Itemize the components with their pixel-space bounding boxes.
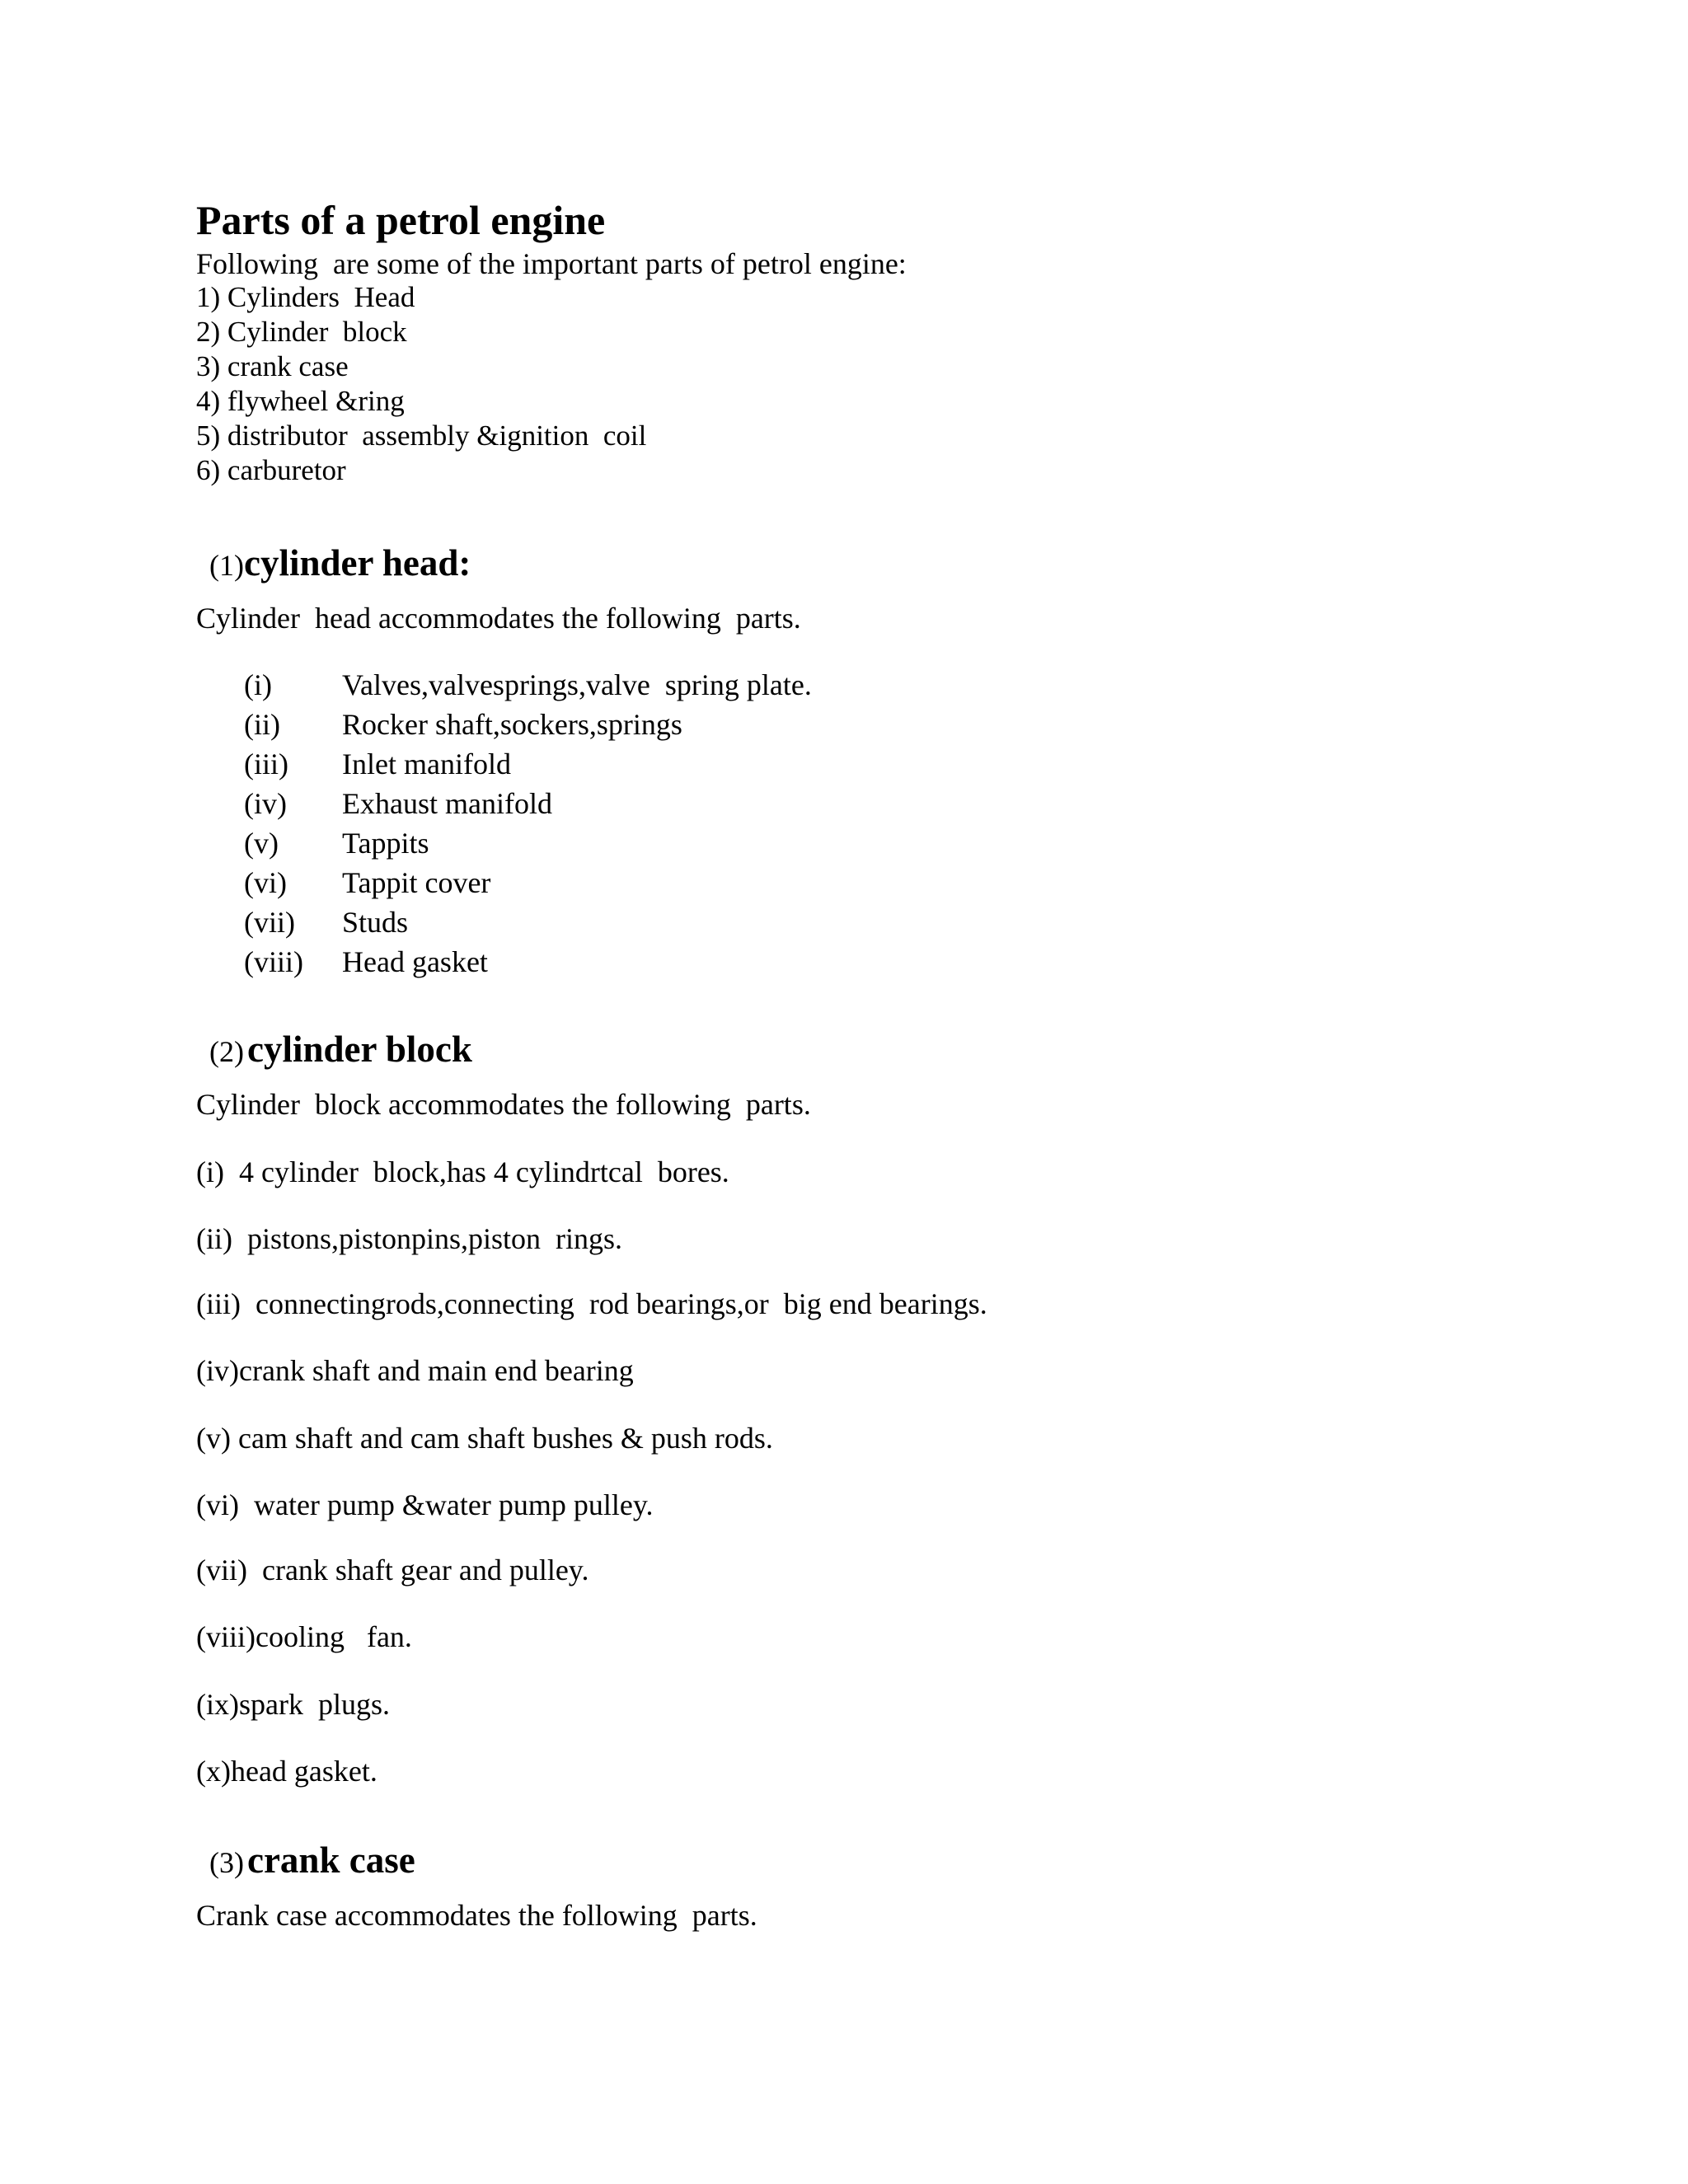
section-heading	[196, 532, 471, 595]
section-intro: Cylinder block accommodates the following parts.	[196, 1088, 811, 1121]
list-item: (vii) crank shaft gear and pulley.	[196, 1554, 589, 1586]
list-item-text: Studs	[342, 906, 409, 939]
parts-list-item: 6) carburetor	[196, 454, 346, 486]
list-item-label: (viii)	[244, 945, 303, 978]
list-item: (iv)crank shaft and main end bearing	[196, 1354, 634, 1387]
page-title: Parts of a petrol engine	[196, 197, 606, 243]
list-item: (i) 4 cylinder block,has 4 cylindrtcal bores.	[196, 1155, 729, 1188]
list-item-label: (vii)	[244, 906, 295, 939]
section-number: (2)	[209, 1035, 244, 1068]
list-item-text: Exhaust manifold	[342, 787, 552, 820]
list-item-label: (iv)	[244, 787, 287, 820]
list-item-label: (i)	[244, 668, 272, 701]
section-heading	[196, 1018, 472, 1081]
section-intro: Cylinder head accommodates the following parts.	[196, 602, 801, 635]
section-number: (1)	[209, 549, 244, 582]
section-intro: Crank case accommodates the following parts.	[196, 1899, 757, 1932]
list-item-text: Head gasket	[342, 945, 488, 978]
list-item: (ix)spark plugs.	[196, 1688, 390, 1721]
list-item: (iii) connectingrods,connecting rod bearings,or big end bearings.	[196, 1287, 987, 1320]
parts-list-item: 2) Cylinder block	[196, 316, 407, 348]
list-item: (vi) water pump &water pump pulley.	[196, 1488, 654, 1521]
list-item: (viii)cooling fan.	[196, 1620, 412, 1653]
list-item: (x)head gasket.	[196, 1755, 377, 1788]
section-heading	[196, 1829, 415, 1892]
section-title: cylinder head:	[243, 542, 471, 583]
list-item: (ii) pistons,pistonpins,piston rings.	[196, 1222, 623, 1255]
list-item-text: Valves,valvesprings,valve spring plate.	[342, 668, 812, 701]
list-item-text: Tappits	[342, 827, 429, 860]
list-item-label: (ii)	[244, 708, 280, 741]
list-item-label: (vi)	[244, 866, 287, 899]
parts-list-item: 5) distributor assembly &ignition coil	[196, 419, 647, 452]
list-item-text: Inlet manifold	[342, 748, 511, 780]
list-item-text: Rocker shaft,sockers,springs	[342, 708, 682, 741]
parts-list-item: 4) flywheel &ring	[196, 385, 405, 417]
list-item-text: Tappit cover	[342, 866, 491, 899]
parts-list-item: 3) crank case	[196, 350, 349, 382]
section-title: cylinder block	[246, 1029, 472, 1070]
section-title: crank case	[246, 1840, 415, 1881]
section-number: (3)	[209, 1846, 244, 1879]
parts-list-item: 1) Cylinders Head	[196, 281, 415, 313]
list-item: (v) cam shaft and cam shaft bushes & push rods.	[196, 1422, 773, 1455]
intro-text: Following are some of the important parts of petrol engine:	[196, 247, 907, 280]
list-item-label: (iii)	[244, 748, 288, 780]
list-item-label: (v)	[244, 827, 279, 860]
